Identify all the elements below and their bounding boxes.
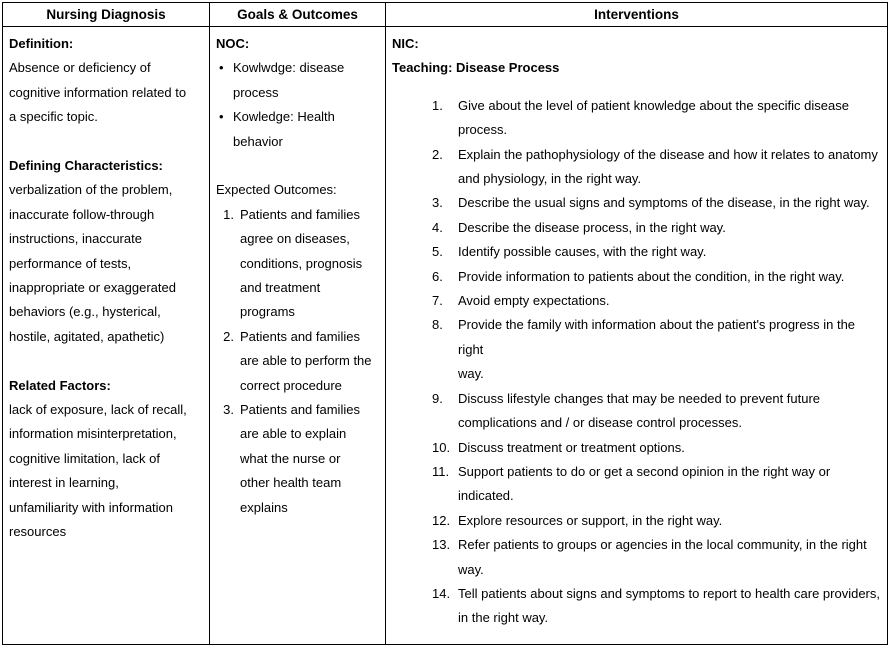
item-number: 4. — [432, 219, 443, 235]
text-line: cognitive information related to — [9, 84, 187, 100]
text-line: Avoid empty expectations. — [458, 293, 610, 309]
noc-item — [216, 56, 379, 105]
item-number: 1. — [223, 206, 234, 222]
intervention-item — [432, 533, 881, 582]
text-line: hostile, agitated, apathetic) — [9, 328, 165, 344]
item-number: 12. — [432, 512, 451, 528]
intervention-item — [432, 143, 881, 192]
expected-outcomes-label: Expected Outcomes: — [216, 182, 337, 198]
related-factors-label: Related Factors: — [9, 377, 111, 393]
teaching-label: Teaching: Disease Process — [392, 60, 560, 76]
item-number: 8. — [432, 317, 443, 333]
item-number: 13. — [432, 537, 451, 553]
definition-label: Definition: — [9, 36, 74, 51]
item-number: 6. — [432, 268, 443, 284]
text-line: • Kowledge: Health — [233, 109, 335, 125]
text-line: Identify possible causes, with the right way. — [458, 244, 707, 260]
defining-characteristics-label: Defining Characteristics: — [9, 158, 163, 174]
text-line: lack of exposure, lack of recall, — [9, 402, 187, 418]
text-line: Provide the family with information about the patient's progress in the right — [458, 317, 856, 357]
text-line: Patients and families — [240, 328, 360, 344]
text-line: complications and / or disease control processes. — [458, 415, 742, 431]
intervention-item — [432, 265, 881, 289]
item-number: 9. — [432, 390, 443, 406]
expected-outcome-item — [216, 325, 379, 398]
text-line: programs — [240, 304, 295, 320]
expected-outcome-item — [216, 203, 379, 325]
text-line: Describe the usual signs and symptoms of the disease, in the right way. — [458, 195, 870, 211]
intervention-item — [432, 387, 881, 436]
text-line: instructions, inaccurate — [9, 231, 142, 247]
text-line: are able to explain — [240, 426, 347, 442]
goals-cell — [210, 27, 386, 645]
item-number: 2. — [432, 146, 443, 162]
interventions-list — [392, 94, 881, 631]
item-number: 1. — [432, 97, 443, 113]
intervention-item — [432, 460, 881, 509]
text-line: process. — [458, 122, 508, 138]
item-number: 2. — [223, 328, 234, 344]
text-line: way. — [458, 366, 484, 382]
text-line: process — [233, 84, 279, 100]
expected-outcomes-list — [216, 203, 379, 520]
text-line: Refer patients to groups or agencies in the local community, in the right — [458, 537, 867, 553]
intervention-item — [432, 191, 881, 215]
item-number: 10. — [432, 439, 451, 455]
text-line: Support patients to do or get a second opinion in the right way or indicated. — [458, 463, 831, 504]
item-number: 14. — [432, 585, 451, 601]
expected-outcome-item — [216, 398, 379, 520]
text-line: and physiology, in the right way. — [458, 171, 642, 187]
text-line: inaccurate follow-through — [9, 206, 155, 222]
header-nursing-diagnosis: Nursing Diagnosis — [3, 3, 210, 27]
intervention-item — [432, 289, 881, 313]
text-line: Discuss lifestyle changes that may be needed to prevent future — [458, 390, 821, 406]
noc-list — [216, 56, 379, 154]
definition-text — [9, 56, 203, 129]
nursing-care-plan-table — [2, 2, 888, 645]
intervention-item — [432, 509, 881, 533]
item-number: 7. — [432, 293, 443, 309]
text-line: resources — [9, 524, 67, 540]
text-line: behavior — [233, 133, 283, 149]
text-line: unfamiliarity with information — [9, 499, 174, 515]
interventions-cell — [386, 27, 888, 645]
text-line: Tell patients about signs and symptoms to report to health care providers, — [458, 585, 880, 601]
intervention-item — [432, 582, 881, 631]
text-line: correct procedure — [240, 377, 342, 393]
related-factors-text — [9, 398, 203, 544]
text-line: Explain the pathophysiology of the disease and how it relates to anatomy — [458, 146, 878, 162]
noc-item — [216, 105, 379, 154]
text-line: • Kowlwdge: disease — [233, 60, 345, 76]
item-number: 3. — [223, 402, 234, 418]
intervention-item — [432, 313, 881, 386]
text-line: explains — [240, 499, 288, 515]
defining-characteristics-text — [9, 178, 203, 349]
text-line: other health team — [240, 475, 342, 491]
diagnosis-cell — [3, 27, 210, 645]
text-line: information misinterpretation, — [9, 426, 177, 442]
text-line: Patients and families — [240, 206, 360, 222]
text-line: performance of tests, — [9, 255, 132, 271]
intervention-item — [432, 94, 881, 143]
header-goals-outcomes: Goals & Outcomes — [210, 3, 386, 27]
text-line: behaviors (e.g., hysterical, — [9, 304, 161, 320]
text-line: Patients and families — [240, 402, 360, 418]
item-number: 11. — [432, 463, 450, 479]
text-line: cognitive limitation, lack of — [9, 450, 161, 466]
text-line: inappropriate or exaggerated — [9, 280, 176, 296]
text-line: are able to perform the — [240, 353, 372, 369]
text-line: way. — [458, 561, 484, 577]
text-line: Explore resources or support, in the right way. — [458, 512, 723, 528]
text-line: what the nurse or — [240, 450, 341, 466]
text-line: conditions, prognosis — [240, 255, 363, 271]
item-number: 5. — [432, 244, 443, 260]
text-line: Give about the level of patient knowledge about the specific disease — [458, 97, 849, 113]
intervention-item — [432, 436, 881, 460]
text-line: Discuss treatment or treatment options. — [458, 439, 685, 455]
text-line: and treatment — [240, 280, 321, 296]
header-interventions: Interventions — [386, 3, 888, 27]
text-line: a specific topic. — [9, 109, 98, 125]
text-line: Absence or deficiency of — [9, 60, 151, 76]
text-line: Describe the disease process, in the right way. — [458, 219, 726, 235]
text-line: Provide information to patients about the condition, in the right way. — [458, 268, 845, 284]
item-number: 3. — [432, 195, 443, 211]
text-line: in the right way. — [458, 610, 549, 626]
text-line: verbalization of the problem, — [9, 182, 173, 198]
header-row — [3, 3, 888, 27]
intervention-item — [432, 216, 881, 240]
text-line: interest in learning, — [9, 475, 119, 491]
intervention-item — [432, 240, 881, 264]
text-line: agree on diseases, — [240, 231, 350, 247]
noc-label: NOC: — [216, 36, 250, 51]
content-row — [3, 27, 888, 645]
nic-label: NIC: — [392, 36, 419, 51]
